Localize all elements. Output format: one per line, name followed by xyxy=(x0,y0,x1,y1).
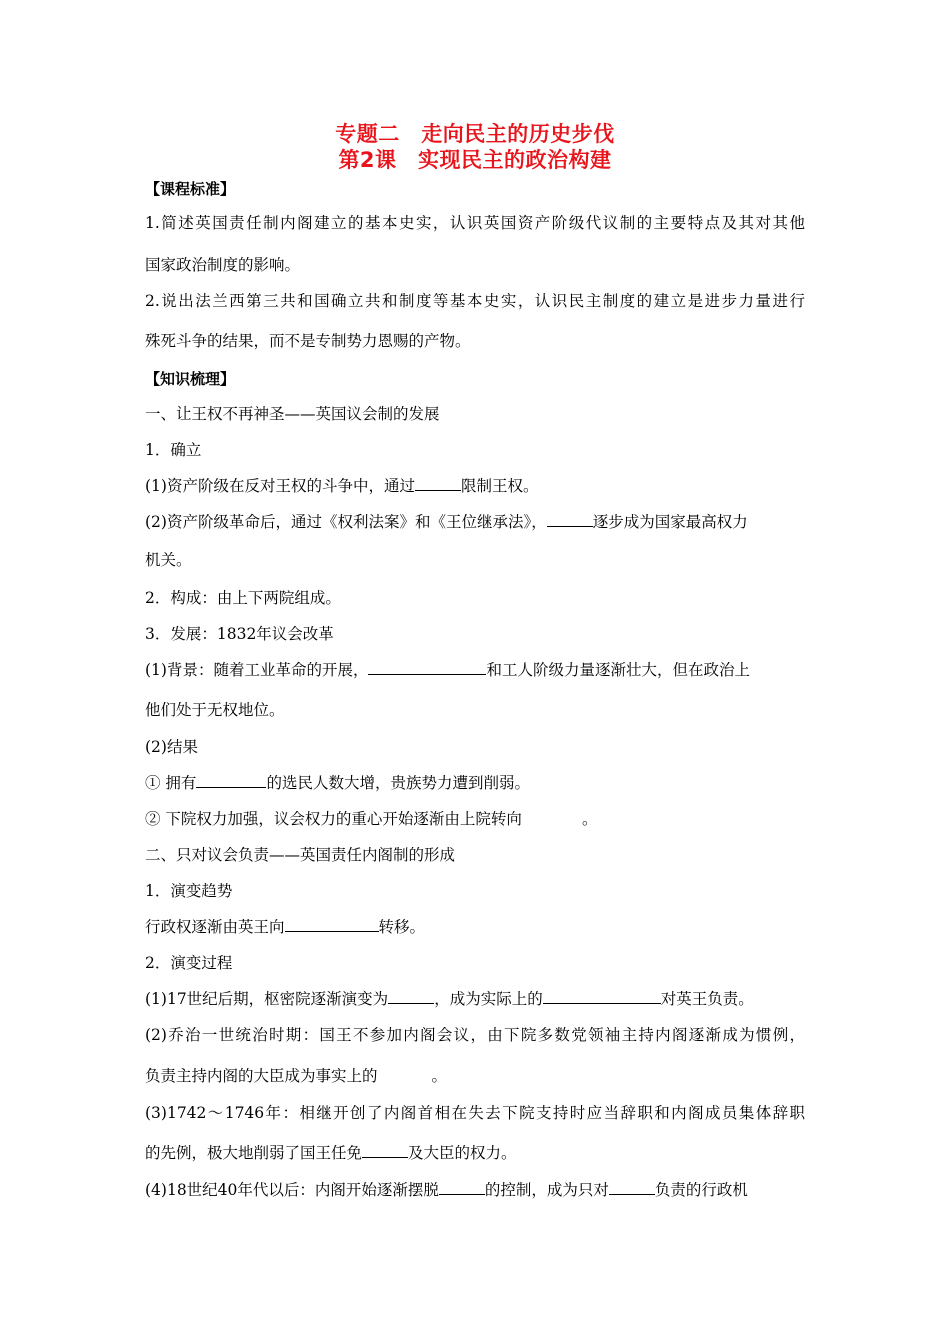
item-3-1-cont: 他们处于无权地位。 xyxy=(145,701,285,719)
p2-item-1: 1．演变趋势 xyxy=(145,882,233,900)
fill-blank[interactable] xyxy=(415,476,461,491)
item-3: 3．发展：1832年议会改革 xyxy=(145,625,334,643)
fill-blank[interactable] xyxy=(368,660,486,675)
p2-item-2-2-line-2: 负责主持内阁的大臣成为事实上的 。 xyxy=(145,1067,448,1085)
lesson-title: 第2课 实现民主的政治构建 xyxy=(338,148,612,172)
item-1: 1．确立 xyxy=(145,441,202,459)
standard-1-line-1: 1.简述英国责任制内阁建立的基本史实，认识英国资产阶级代议制的主要特点及其对其他 xyxy=(145,214,805,232)
standard-2-line-2: 殊死斗争的结果，而不是专制势力恩赐的产物。 xyxy=(145,332,471,350)
fill-blank[interactable] xyxy=(439,1180,485,1195)
fill-blank[interactable] xyxy=(543,989,661,1004)
p2-item-1-text: 行政权逐渐由英王向 转移。 xyxy=(145,918,426,936)
part-2-heading: 二、只对议会负责——英国责任内阁制的形成 xyxy=(145,846,456,864)
fill-blank[interactable] xyxy=(362,1143,408,1158)
p2-item-2-4: (4)18世纪40年代以后：内阁开始逐渐摆脱 的控制，成为只对 负责的行政机 xyxy=(145,1181,748,1199)
part-1-heading: 一、让王权不再神圣——英国议会制的发展 xyxy=(145,405,440,423)
item-3-2: (2)结果 xyxy=(145,738,198,756)
fill-blank[interactable] xyxy=(388,989,434,1004)
standard-1-line-2: 国家政治制度的影响。 xyxy=(145,256,301,274)
item-1-2: (2)资产阶级革命后，通过《权利法案》和《王位继承法》， 逐步成为国家最高权力 xyxy=(145,513,748,531)
p2-item-2-1: (1)17世纪后期，枢密院逐渐演变为 ，成为实际上的 对英王负责。 xyxy=(145,990,754,1008)
item-3-2-1: ① 拥有 的选民人数大增，贵族势力遭到削弱。 xyxy=(145,774,530,792)
fill-blank[interactable] xyxy=(196,773,266,788)
fill-blank[interactable] xyxy=(547,512,593,527)
item-1-1: (1)资产阶级在反对王权的斗争中，通过 限制王权。 xyxy=(145,477,539,495)
item-1-2-cont: 机关。 xyxy=(145,551,192,569)
topic-title: 专题二 走向民主的历史步伐 xyxy=(335,122,615,146)
p2-item-2: 2．演变过程 xyxy=(145,954,233,972)
fill-blank[interactable] xyxy=(285,917,379,932)
course-standard-heading: 【课程标准】 xyxy=(145,180,236,198)
p2-item-2-2-line-1: (2)乔治一世统治时期：国王不参加内阁会议，由下院多数党领袖主持内阁逐渐成为惯例， xyxy=(145,1026,805,1044)
item-2: 2．构成：由上下两院组成。 xyxy=(145,589,341,607)
item-3-2-2: ② 下院权力加强，议会权力的重心开始逐渐由上院转向 。 xyxy=(145,810,598,828)
knowledge-heading: 【知识梳理】 xyxy=(145,370,236,388)
p2-item-2-3-line-2: 的先例，极大地削弱了国王任免 及大臣的权力。 xyxy=(145,1144,517,1162)
item-3-1: (1)背景：随着工业革命的开展， 和工人阶级力量逐渐壮大，但在政治上 xyxy=(145,661,750,679)
p2-item-2-3-line-1: (3)1742～1746年：相继开创了内阁首相在失去下院支持时应当辞职和内阁成员集体辞职 xyxy=(145,1104,805,1122)
fill-blank[interactable] xyxy=(609,1180,655,1195)
standard-2-line-1: 2.说出法兰西第三共和国确立共和制度等基本史实，认识民主制度的建立是进步力量进行 xyxy=(145,292,805,310)
